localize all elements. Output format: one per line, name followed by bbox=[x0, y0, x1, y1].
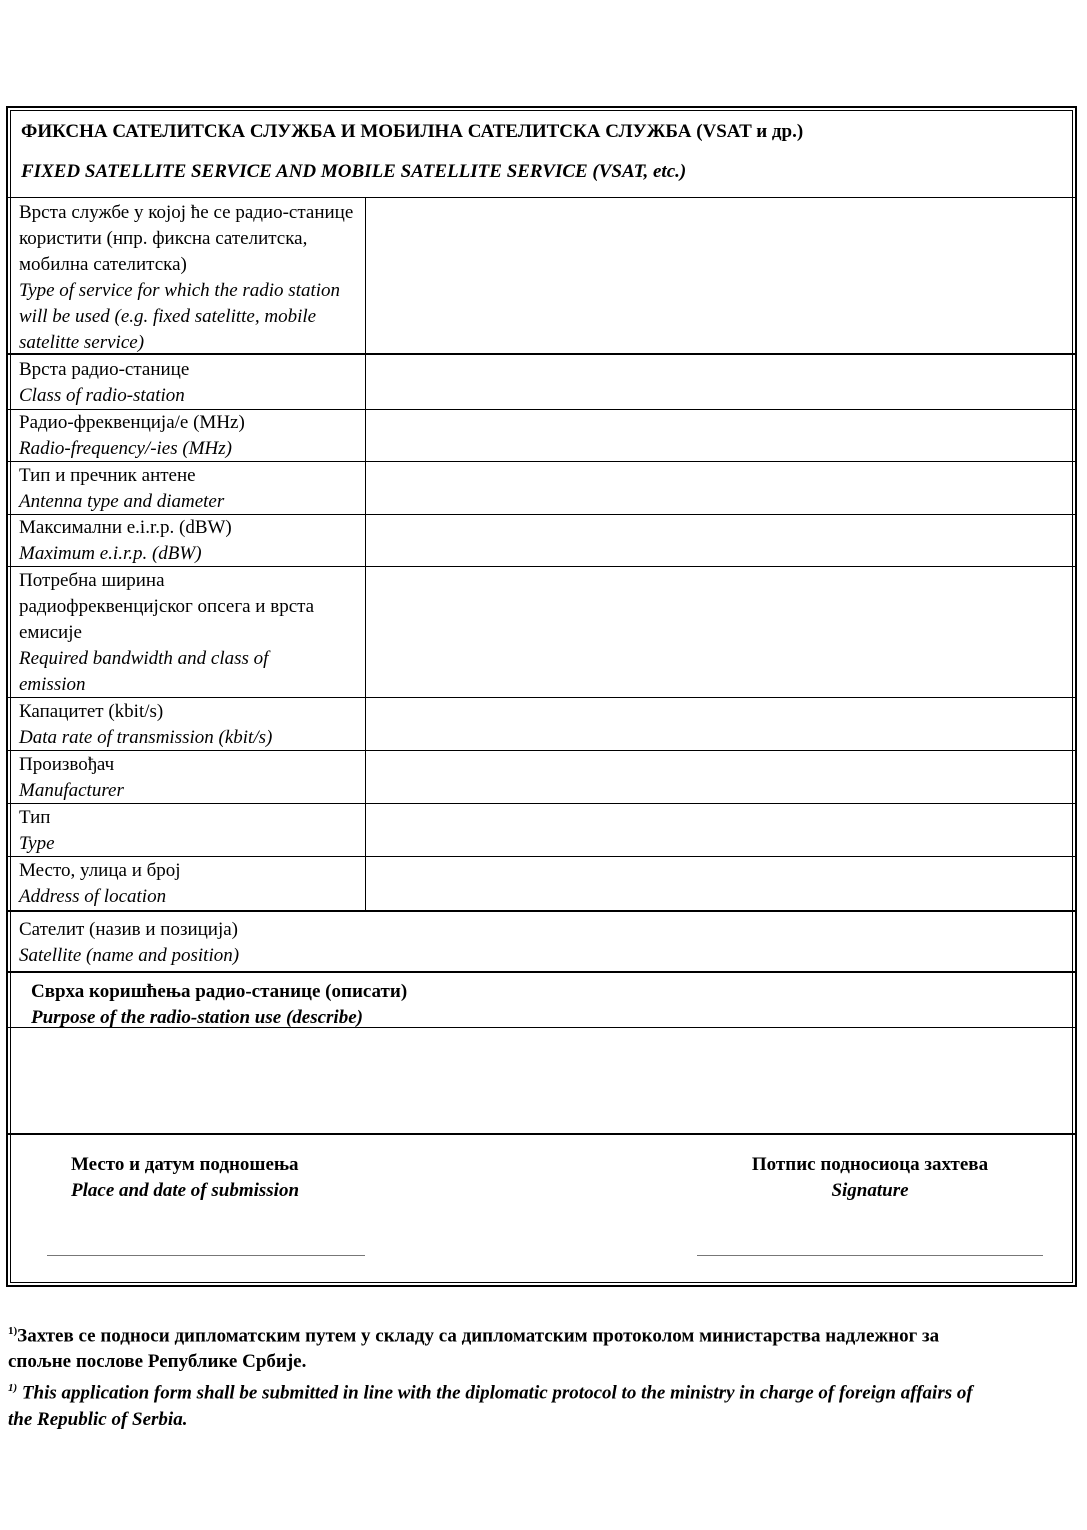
signature-label-cyr: Потпис подносиоца захтева bbox=[751, 1154, 989, 1175]
footnote-en bbox=[8, 1375, 998, 1432]
field-label-en: Type bbox=[19, 833, 55, 854]
field-label-en: Data rate of transmission (kbit/s) bbox=[19, 727, 273, 748]
footnote bbox=[8, 1318, 998, 1433]
footnote-marker: 1) bbox=[8, 1325, 18, 1337]
service-type-input[interactable] bbox=[367, 199, 1073, 352]
field-label-data-rate bbox=[19, 699, 359, 751]
footnote-text-en: This application form shall be submitted in line with the diplomatic protocol to the ministry in charge of foreign affairs of the Republic of Serbia. bbox=[8, 1382, 973, 1430]
field-label-station-class bbox=[19, 357, 359, 409]
field-label-cyr: Тип bbox=[19, 807, 51, 828]
footnote-text-cyr: Захтев се подноси дипломатским путем у складу са дипломатским протоколом министарства надлежног за спољне послове Републике Србије. bbox=[8, 1325, 940, 1373]
signature-label-en: Signature bbox=[831, 1180, 909, 1201]
satellite-label-en: Satellite (name and position) bbox=[19, 945, 240, 966]
field-label-en: Maximum e.i.r.p. (dBW) bbox=[19, 543, 202, 564]
purpose-textarea[interactable] bbox=[10, 1029, 1073, 1132]
field-label-en: Antenna type and diameter bbox=[19, 491, 225, 512]
field-label-cyr: Радио-фреквенција/е (MHz) bbox=[19, 412, 245, 433]
purpose-label-cyr: Сврха коришћења радио-станице (описати) bbox=[31, 981, 408, 1002]
place-date-label bbox=[71, 1152, 299, 1204]
max-eirp-input[interactable] bbox=[367, 515, 1073, 565]
column-divider bbox=[365, 197, 366, 911]
signature-line[interactable] bbox=[697, 1255, 1043, 1256]
field-label-type bbox=[19, 805, 359, 857]
footnote-cyr bbox=[8, 1318, 998, 1375]
radio-frequency-input[interactable] bbox=[367, 410, 1073, 460]
divider bbox=[8, 910, 1075, 912]
footnote-marker: 1) bbox=[8, 1382, 18, 1395]
field-label-bandwidth bbox=[19, 568, 339, 698]
antenna-input[interactable] bbox=[367, 462, 1073, 513]
field-label-radio-frequency bbox=[19, 410, 359, 462]
field-label-max-eirp bbox=[19, 515, 359, 567]
place-date-label-cyr: Место и датум подношења bbox=[71, 1154, 299, 1175]
field-label-cyr: Капацитет (kbit/s) bbox=[19, 701, 164, 722]
purpose-label bbox=[31, 979, 407, 1031]
type-input[interactable] bbox=[367, 804, 1073, 855]
field-label-cyr: Максимални e.i.r.p. (dBW) bbox=[19, 517, 232, 538]
field-label-en: Class of radio-station bbox=[19, 385, 185, 406]
signature-label bbox=[729, 1152, 1011, 1204]
satellite-label-cyr: Сателит (назив и позиција) bbox=[19, 919, 239, 940]
field-label-en: Address of location bbox=[19, 886, 167, 907]
satellite-label[interactable] bbox=[19, 917, 239, 969]
station-class-input[interactable] bbox=[367, 356, 1073, 408]
field-label-en: Manufacturer bbox=[19, 780, 124, 801]
divider bbox=[8, 1133, 1075, 1135]
field-label-cyr: Место, улица и број bbox=[19, 860, 181, 881]
divider bbox=[8, 971, 1075, 973]
field-label-cyr: Тип и пречник антене bbox=[19, 465, 196, 486]
manufacturer-input[interactable] bbox=[367, 751, 1073, 802]
field-label-antenna bbox=[19, 463, 359, 515]
form-title-english: FIXED SATELLITE SERVICE AND MOBILE SATELLITE SERVICE (VSAT, etc.) bbox=[21, 161, 687, 182]
data-rate-input[interactable] bbox=[367, 698, 1073, 749]
purpose-label-en: Purpose of the radio-station use (describe) bbox=[31, 1007, 363, 1028]
field-label-en: Required bandwidth and class of emission bbox=[19, 648, 269, 695]
place-date-line[interactable] bbox=[47, 1255, 365, 1256]
field-label-service-type bbox=[19, 200, 359, 356]
field-label-en: Type of service for which the radio station will be used (e.g. fixed satelitte, mobile satelitte service) bbox=[19, 280, 341, 353]
field-label-cyr: Потребна ширина радиофреквенцијског опсега и врста емисије bbox=[19, 570, 315, 643]
address-input[interactable] bbox=[367, 857, 1073, 909]
field-label-cyr: Врста службе у којој ће се радио-станице користити (нпр. фиксна сателитска, мобилна сателитска) bbox=[19, 202, 354, 275]
field-label-address bbox=[19, 858, 359, 910]
form-title-cyrillic: ФИКСНА САТЕЛИТСКА СЛУЖБА И МОБИЛНА САТЕЛИТСКА СЛУЖБА (VSAT и др.) bbox=[21, 121, 804, 142]
bandwidth-input[interactable] bbox=[367, 567, 1073, 696]
field-label-cyr: Произвођач bbox=[19, 754, 115, 775]
field-label-manufacturer bbox=[19, 752, 359, 804]
place-date-label-en: Place and date of submission bbox=[71, 1180, 300, 1201]
divider bbox=[8, 197, 1075, 198]
field-label-en: Radio-frequency/-ies (MHz) bbox=[19, 438, 232, 459]
field-label-cyr: Врста радио-станице bbox=[19, 359, 190, 380]
